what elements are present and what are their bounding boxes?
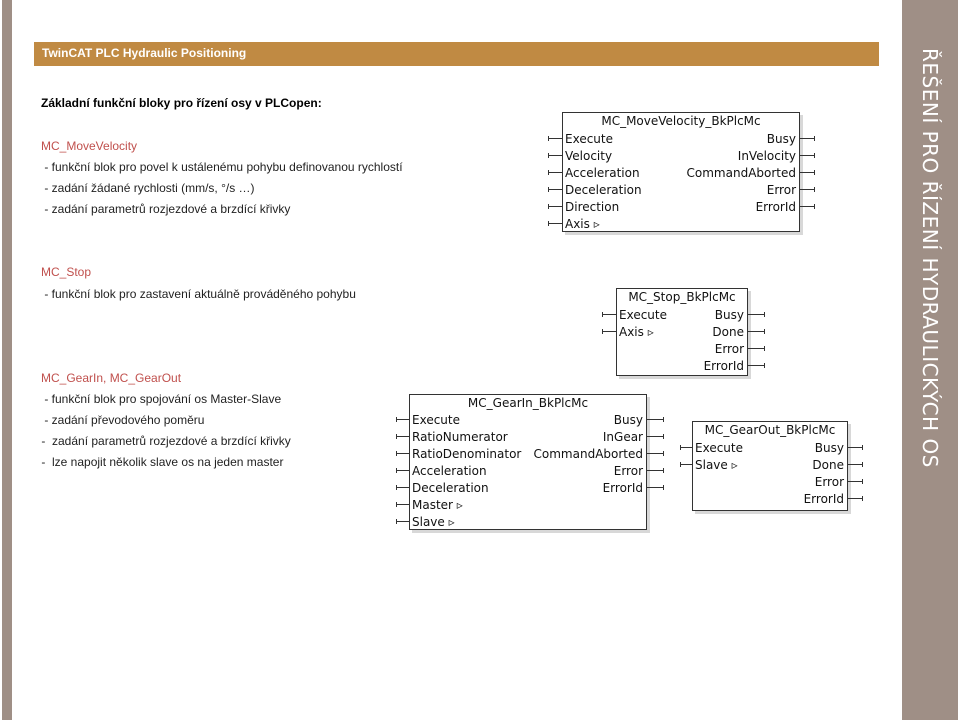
fb-output-line <box>847 498 863 499</box>
section-title-move-velocity: MC_MoveVelocity <box>41 139 138 153</box>
fb-output-line <box>747 314 765 315</box>
fb-output-pin: Done <box>812 458 844 472</box>
fb-input-pin: Execute <box>565 132 613 146</box>
fb-input-line <box>602 314 616 315</box>
fb-input-pin: Acceleration <box>412 464 487 478</box>
fb-input-pin: RatioNumerator <box>412 430 508 444</box>
fb-output-pin: CommandAborted <box>533 447 643 461</box>
fb-output-line <box>847 481 863 482</box>
fb-input-pin: Axis ▹ <box>619 325 654 339</box>
fb-output-line <box>799 189 815 190</box>
fb-output-pin: Busy <box>814 441 844 455</box>
fb-output-pin: ErrorId <box>703 359 744 373</box>
fb-input-pin: Execute <box>695 441 743 455</box>
fb-output-line <box>646 419 664 420</box>
fb-output-line <box>646 453 664 454</box>
fb-input-line <box>548 172 562 173</box>
fb-output-pin: Error <box>714 342 744 356</box>
fb-input-pin: Slave ▹ <box>412 515 455 529</box>
fb-output-line <box>747 331 765 332</box>
section-title-gear: MC_GearIn, MC_GearOut <box>41 371 182 385</box>
section-line: - lze napojit několik slave os na jeden master <box>38 455 284 469</box>
fb-input-line <box>396 470 409 471</box>
fb-input-line <box>396 504 409 505</box>
fb-input-line <box>680 464 692 465</box>
fb-input-pin: Deceleration <box>565 183 642 197</box>
fb-output-pin: Done <box>712 325 744 339</box>
fb-output-line <box>847 447 863 448</box>
fb-output-line <box>646 487 664 488</box>
section-line: - zadání žádané rychlosti (mm/s, °/s …) <box>41 181 255 195</box>
section-line: - zadání parametrů rozjezdové a brzdící křivky <box>38 434 291 448</box>
fb-move-velocity <box>562 112 800 232</box>
fb-input-pin: RatioDenominator <box>412 447 522 461</box>
fb-name: MC_GearOut_BkPlcMc <box>704 423 836 437</box>
fb-output-pin: Error <box>814 475 844 489</box>
fb-name: MC_GearIn_BkPlcMc <box>467 396 589 410</box>
side-title <box>902 0 958 720</box>
intro-heading: Základní funkční bloky pro řízení osy v PLCopen: <box>41 96 322 110</box>
fb-input-pin: Slave ▹ <box>695 458 738 472</box>
fb-output-pin: Error <box>613 464 643 478</box>
fb-input-pin: Master ▹ <box>412 498 463 512</box>
fb-output-pin: CommandAborted <box>686 166 796 180</box>
fb-gear-out <box>692 421 848 511</box>
fb-output-pin: Busy <box>613 413 643 427</box>
fb-output-line <box>847 464 863 465</box>
fb-input-pin: Axis ▹ <box>565 217 600 231</box>
fb-name: MC_Stop_BkPlcMc <box>628 290 736 304</box>
fb-output-pin: InVelocity <box>737 149 796 163</box>
fb-output-pin: ErrorId <box>602 481 643 495</box>
fb-output-line <box>799 138 815 139</box>
fb-output-pin: Error <box>766 183 796 197</box>
fb-input-pin: Direction <box>565 200 620 214</box>
section-title-stop: MC_Stop <box>41 265 92 279</box>
fb-output-line <box>799 155 815 156</box>
fb-input-pin: Execute <box>619 308 667 322</box>
section-line: - funkční blok pro zastavení aktuálně prováděného pohybu <box>41 287 356 301</box>
section-line: - zadání parametrů rozjezdové a brzdící křivky <box>41 202 291 216</box>
fb-output-line <box>747 348 765 349</box>
fb-input-line <box>396 521 409 522</box>
fb-output-pin: ErrorId <box>755 200 796 214</box>
fb-input-line <box>548 189 562 190</box>
fb-input-line <box>548 223 562 224</box>
fb-input-pin: Velocity <box>565 149 613 163</box>
fb-input-line <box>548 206 562 207</box>
fb-output-line <box>646 436 664 437</box>
header-title: TwinCAT PLC Hydraulic Positioning <box>42 46 247 60</box>
left-decor-bar <box>2 0 12 720</box>
fb-output-pin: Busy <box>766 132 796 146</box>
fb-input-line <box>396 453 409 454</box>
fb-output-line <box>799 172 815 173</box>
fb-input-pin: Deceleration <box>412 481 489 495</box>
fb-input-line <box>396 436 409 437</box>
fb-stop <box>616 288 748 376</box>
fb-output-pin: ErrorId <box>803 492 844 506</box>
section-line: - funkční blok pro povel k ustálenému pohybu definovanou rychlostí <box>41 160 403 174</box>
section-line: - funkční blok pro spojování os Master-Slave <box>41 392 282 406</box>
fb-input-pin: Acceleration <box>565 166 640 180</box>
fb-input-line <box>548 155 562 156</box>
fb-input-line <box>548 138 562 139</box>
side-title-text: ŘEŠENÍ PRO ŘÍZENÍ HYDRAULICKÝCH OS <box>918 48 942 468</box>
fb-input-line <box>396 419 409 420</box>
fb-input-line <box>602 331 616 332</box>
fb-input-pin: Execute <box>412 413 460 427</box>
fb-input-line <box>680 447 692 448</box>
fb-output-line <box>747 365 765 366</box>
fb-output-line <box>646 470 664 471</box>
fb-input-line <box>396 487 409 488</box>
section-line: - zadání převodového poměru <box>41 413 205 427</box>
header-band <box>34 42 879 66</box>
fb-gear-in <box>409 394 647 530</box>
fb-name: MC_MoveVelocity_BkPlcMc <box>601 114 761 128</box>
fb-output-pin: Busy <box>714 308 744 322</box>
fb-output-line <box>799 206 815 207</box>
fb-output-pin: InGear <box>602 430 643 444</box>
